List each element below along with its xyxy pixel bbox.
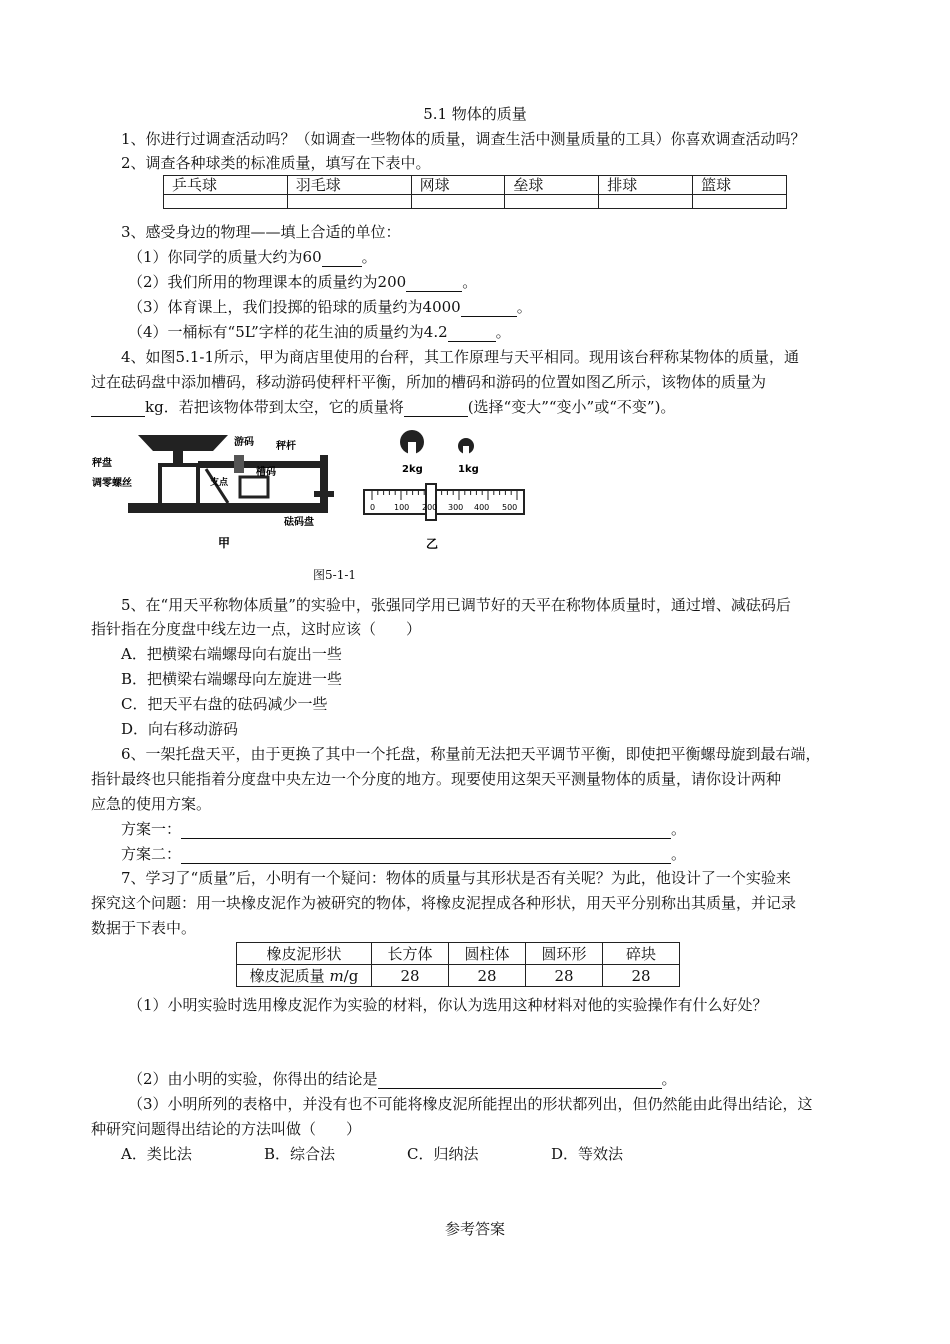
answer-blank — [181, 847, 671, 864]
ball-header: 乒乓球 — [164, 176, 288, 195]
label-yi: 乙 — [426, 537, 439, 551]
clay-row-label: 橡皮泥质量 m/g — [237, 965, 372, 987]
answer-blank — [404, 400, 468, 417]
rider-shape — [234, 455, 244, 473]
weight-slot-shape — [463, 446, 469, 456]
plan-2-line: 方案二： 。 — [121, 845, 687, 863]
question-7-sub3: 种研究问题得出结论的方法叫做（ ） — [91, 1120, 362, 1138]
plan-1-line: 方案一： 。 — [121, 820, 687, 838]
question-7-sub3: （3）小明所列的表格中，并没有也不可能将橡皮泥所能捏出的形状都列出，但仍然能由此得出结论，这 — [128, 1095, 813, 1113]
question-6-line: 指针最终也只能指着分度盘中央左边一个分度的地方。现要使用这架天平测量物体的质量，请你设计两种 — [91, 770, 782, 788]
answer-blank — [91, 400, 145, 417]
question-7-option: B．综合法 — [264, 1145, 336, 1163]
scale-pan-shape — [138, 435, 228, 451]
clay-mass-cell: 28 — [449, 965, 526, 987]
question-3-item: （4）一桶标有“5L”字样的花生油的质量约为4.2 。 — [128, 323, 511, 341]
clay-mass-cell: 28 — [372, 965, 449, 987]
answer-blank — [322, 250, 362, 267]
ball-mass-cell — [164, 195, 288, 209]
question-4-line: 4、如图5.1-1所示，甲为商店里使用的台秤，其工作原理与天平相同。现用该台秤称某物体的质量，通 — [121, 348, 800, 366]
weight-pan-shape — [314, 491, 334, 497]
ball-mass-cell — [411, 195, 505, 209]
answer-blank — [378, 1072, 662, 1089]
label-rider: 游码 — [234, 437, 254, 448]
answer-blank — [406, 275, 462, 292]
label-jia: 甲 — [218, 536, 231, 550]
clay-mass-cell: 28 — [603, 965, 680, 987]
slot-weight-shape — [240, 477, 268, 497]
question-3-item: （2）我们所用的物理课本的质量约为200 。 — [128, 273, 478, 291]
tick-label: 0 — [370, 503, 376, 512]
ball-table — [163, 175, 787, 209]
question-5-option: B．把横梁右端螺母向左旋进一些 — [121, 670, 343, 688]
answer-blank — [461, 300, 517, 317]
tick-label: 300 — [448, 503, 464, 512]
question-7-sub1: （1）小明实验时选用橡皮泥作为实验的材料，你认为选用这种材料对他的实验操作有什么好处？ — [128, 996, 768, 1014]
question-5-option: D．向右移动游码 — [121, 720, 239, 738]
weight-2kg-label: 2kg — [402, 464, 423, 475]
ball-mass-cell — [287, 195, 411, 209]
label-weight-pan: 砝码盘 — [284, 517, 314, 528]
clay-header: 圆环形 — [526, 943, 603, 965]
clay-header: 长方体 — [372, 943, 449, 965]
label-zero-screw: 调零螺丝 — [92, 478, 132, 489]
weight-1kg-label: 1kg — [458, 464, 479, 475]
figure-caption: 图5-1-1 — [313, 568, 357, 582]
label-slot-weight: 槽码 — [256, 467, 276, 478]
question-7-option: C．归纳法 — [407, 1145, 479, 1163]
answer-blank — [448, 325, 496, 342]
answer-blank — [181, 822, 671, 839]
ball-header: 垒球 — [505, 176, 599, 195]
question-5-line: 5、在“用天平称物体质量”的实验中，张强同学用已调节好的天平在称物体质量时，通过增、减砝码后 — [121, 596, 791, 614]
label-fulcrum: 支点 — [210, 478, 229, 488]
question-7-line: 探究这个问题：用一块橡皮泥作为被研究的物体，将橡皮泥捏成各种形状，用天平分别称出其质量，并记录 — [91, 894, 797, 912]
question-3-intro: 3、感受身边的物理——填上合适的单位： — [121, 223, 401, 241]
clay-header: 碎块 — [603, 943, 680, 965]
question-6-line: 6、一架托盘天平，由于更换了其中一个托盘，称量前无法把天平调节平衡，即使把平衡螺母旋到最右端， — [121, 745, 821, 763]
ball-mass-cell — [599, 195, 693, 209]
scale-base-shape — [128, 503, 328, 513]
question-7-line: 7、学习了“质量”后，小明有一个疑问：物体的质量与其形状是否有关呢？为此，他设计了一个实验来 — [121, 869, 791, 887]
ball-mass-cell — [693, 195, 787, 209]
question-7-line: 数据于下表中。 — [91, 919, 197, 937]
question-7-option: D．等效法 — [551, 1145, 624, 1163]
ball-header: 排球 — [599, 176, 693, 195]
page-title: 5.1 物体的质量 — [423, 105, 527, 123]
clay-header: 圆柱体 — [449, 943, 526, 965]
question-1: 1、你进行过调查活动吗？（如调查一些物体的质量，调查生活中测量质量的工具）你喜欢调查活动吗？ — [121, 130, 806, 148]
label-beam: 秤杆 — [276, 441, 296, 452]
tick-label: 100 — [394, 503, 410, 512]
scale-body-shape — [160, 465, 198, 505]
question-4-line: 过在砝码盘中添加槽码，移动游码使秤杆平衡，所加的槽码和游码的位置如图乙所示，该物体的质量为 — [91, 373, 767, 391]
question-5-line: 指针指在分度盘中线左边一点，这时应该（ ） — [91, 620, 422, 638]
answer-heading: 参考答案 — [444, 1220, 505, 1238]
question-6-line: 应急的使用方案。 — [91, 795, 212, 813]
tick-label: 400 — [474, 503, 490, 512]
question-7-sub2: （2）由小明的实验，你得出的结论是 。 — [128, 1070, 677, 1088]
question-3-item: （3）体育课上，我们投掷的铅球的质量约为4000 。 — [128, 298, 532, 316]
question-5-option: A．把横梁右端螺母向右旋出一些 — [121, 645, 342, 663]
rider-marker — [426, 484, 436, 520]
label-pan: 秤盘 — [92, 458, 112, 469]
ball-header: 网球 — [411, 176, 505, 195]
clay-mass-cell: 28 — [526, 965, 603, 987]
weight-slot-shape — [408, 442, 416, 456]
clay-header: 橡皮泥形状 — [237, 943, 372, 965]
question-2: 2、调查各种球类的标准质量，填写在下表中。 — [121, 154, 431, 172]
platform-scale-figure — [88, 425, 360, 553]
clay-table — [236, 942, 680, 987]
ball-header: 篮球 — [693, 176, 787, 195]
tick-label: 500 — [502, 503, 518, 512]
ball-header: 羽毛球 — [287, 176, 411, 195]
tick-label: 200 — [422, 503, 438, 512]
question-5-option: C．把天平右盘的砝码减少一些 — [121, 695, 328, 713]
weights-and-scale-figure — [362, 428, 530, 554]
question-3-item: （1）你同学的质量大约为60 。 — [128, 248, 377, 266]
question-4-line: kg．若把该物体带到太空，它的质量将 (选择“变大”“变小”或“不变”)。 — [91, 397, 675, 417]
question-7-option: A．类比法 — [121, 1145, 192, 1163]
ball-mass-cell — [505, 195, 599, 209]
